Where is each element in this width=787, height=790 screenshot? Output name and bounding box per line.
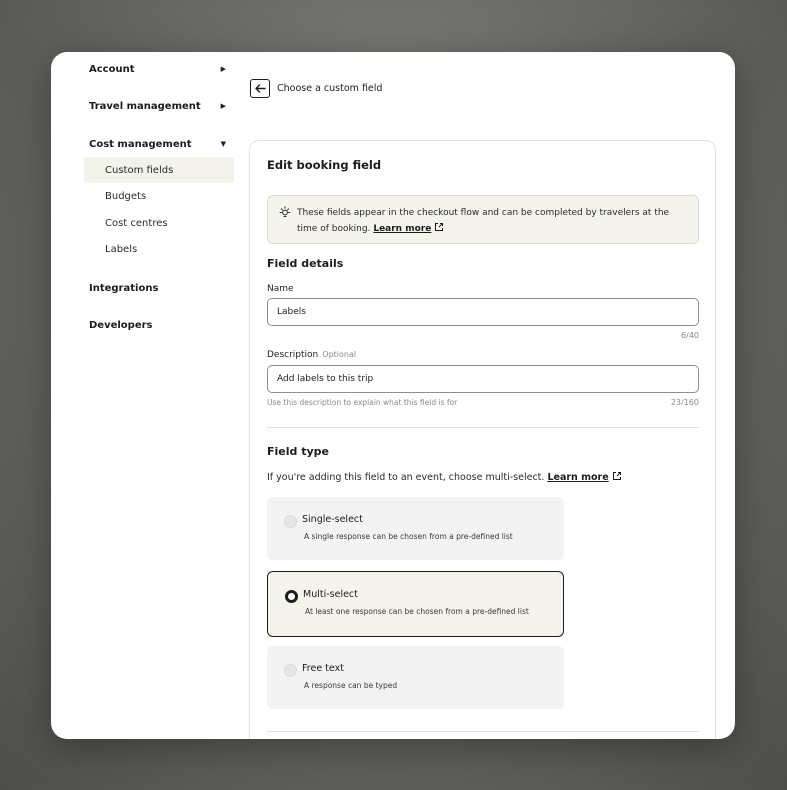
field-type-intro: If you're adding this field to an event, choose multi-select. Learn more (267, 471, 622, 483)
sidebar-item-budgets[interactable] (84, 183, 234, 209)
option-title: Free text (302, 663, 344, 674)
option-description: A response can be typed (304, 681, 398, 690)
name-label: Name (267, 284, 294, 294)
field-details-heading: Field details (267, 257, 344, 270)
sidebar-item-label: Custom fields (105, 164, 174, 176)
option-description: At least one response can be chosen from a pre-defined list (305, 607, 529, 616)
description-label: Description Optional (267, 350, 357, 360)
option-multi-select[interactable] (267, 571, 564, 637)
lightbulb-icon (279, 206, 291, 219)
sidebar-item-label: Cost management (89, 138, 192, 150)
divider (267, 427, 699, 428)
sidebar-item-labels[interactable] (84, 236, 234, 262)
option-title: Single-select (302, 514, 363, 525)
sidebar-item-label: Developers (89, 319, 153, 331)
optional-tag: Optional (322, 350, 357, 359)
external-link-icon (612, 471, 622, 481)
page-title: Choose a custom field (277, 83, 383, 94)
sidebar-item-cost-management[interactable] (89, 136, 226, 152)
option-single-select[interactable] (267, 497, 564, 560)
description-char-counter: 23/160 (670, 398, 699, 407)
arrow-left-icon (255, 84, 266, 93)
sidebar-item-label: Account (89, 63, 135, 75)
sidebar-item-label: Integrations (89, 282, 159, 294)
name-char-counter: 6/40 (681, 331, 699, 340)
description-hint: Use this description to explain what this field is for (267, 398, 458, 407)
radio-button[interactable] (284, 664, 297, 677)
sidebar-item-label: Budgets (105, 190, 147, 202)
field-type-heading: Field type (267, 445, 329, 458)
description-input[interactable] (267, 365, 699, 393)
learn-more-link[interactable]: Learn more (373, 224, 432, 234)
name-input[interactable] (267, 298, 699, 326)
external-link-icon (434, 222, 444, 232)
sidebar-item-label: Travel management (89, 100, 201, 112)
sidebar-item-cost-centres[interactable] (84, 210, 234, 236)
option-free-text[interactable] (267, 646, 564, 709)
sidebar-item-travel-management[interactable] (89, 98, 226, 114)
sidebar-item-label: Cost centres (105, 217, 168, 229)
sidebar-item-custom-fields[interactable] (84, 157, 234, 183)
sidebar-item-integrations[interactable] (89, 280, 226, 296)
info-banner (267, 195, 699, 244)
card-title: Edit booking field (267, 158, 382, 172)
back-button[interactable] (250, 79, 270, 98)
edit-booking-field-card (249, 140, 716, 739)
radio-button-selected[interactable] (285, 590, 298, 603)
info-text: These fields appear in the checkout flow and can be completed by travelers at the time of booking. Learn more (297, 208, 670, 234)
divider (267, 731, 699, 732)
sidebar-item-account[interactable] (89, 61, 226, 77)
settings-window (51, 52, 735, 739)
caret-down-icon: ▼ (220, 140, 226, 148)
option-description: A single response can be chosen from a pre-defined list (304, 532, 513, 541)
caret-right-icon: ▶ (220, 65, 226, 73)
option-title: Multi-select (303, 589, 358, 600)
sidebar-item-label: Labels (105, 243, 138, 255)
caret-right-icon: ▶ (220, 102, 226, 110)
sidebar-item-developers[interactable] (89, 317, 226, 333)
sidebar (51, 52, 241, 739)
radio-button[interactable] (284, 515, 297, 528)
learn-more-link[interactable]: Learn more (547, 472, 609, 483)
